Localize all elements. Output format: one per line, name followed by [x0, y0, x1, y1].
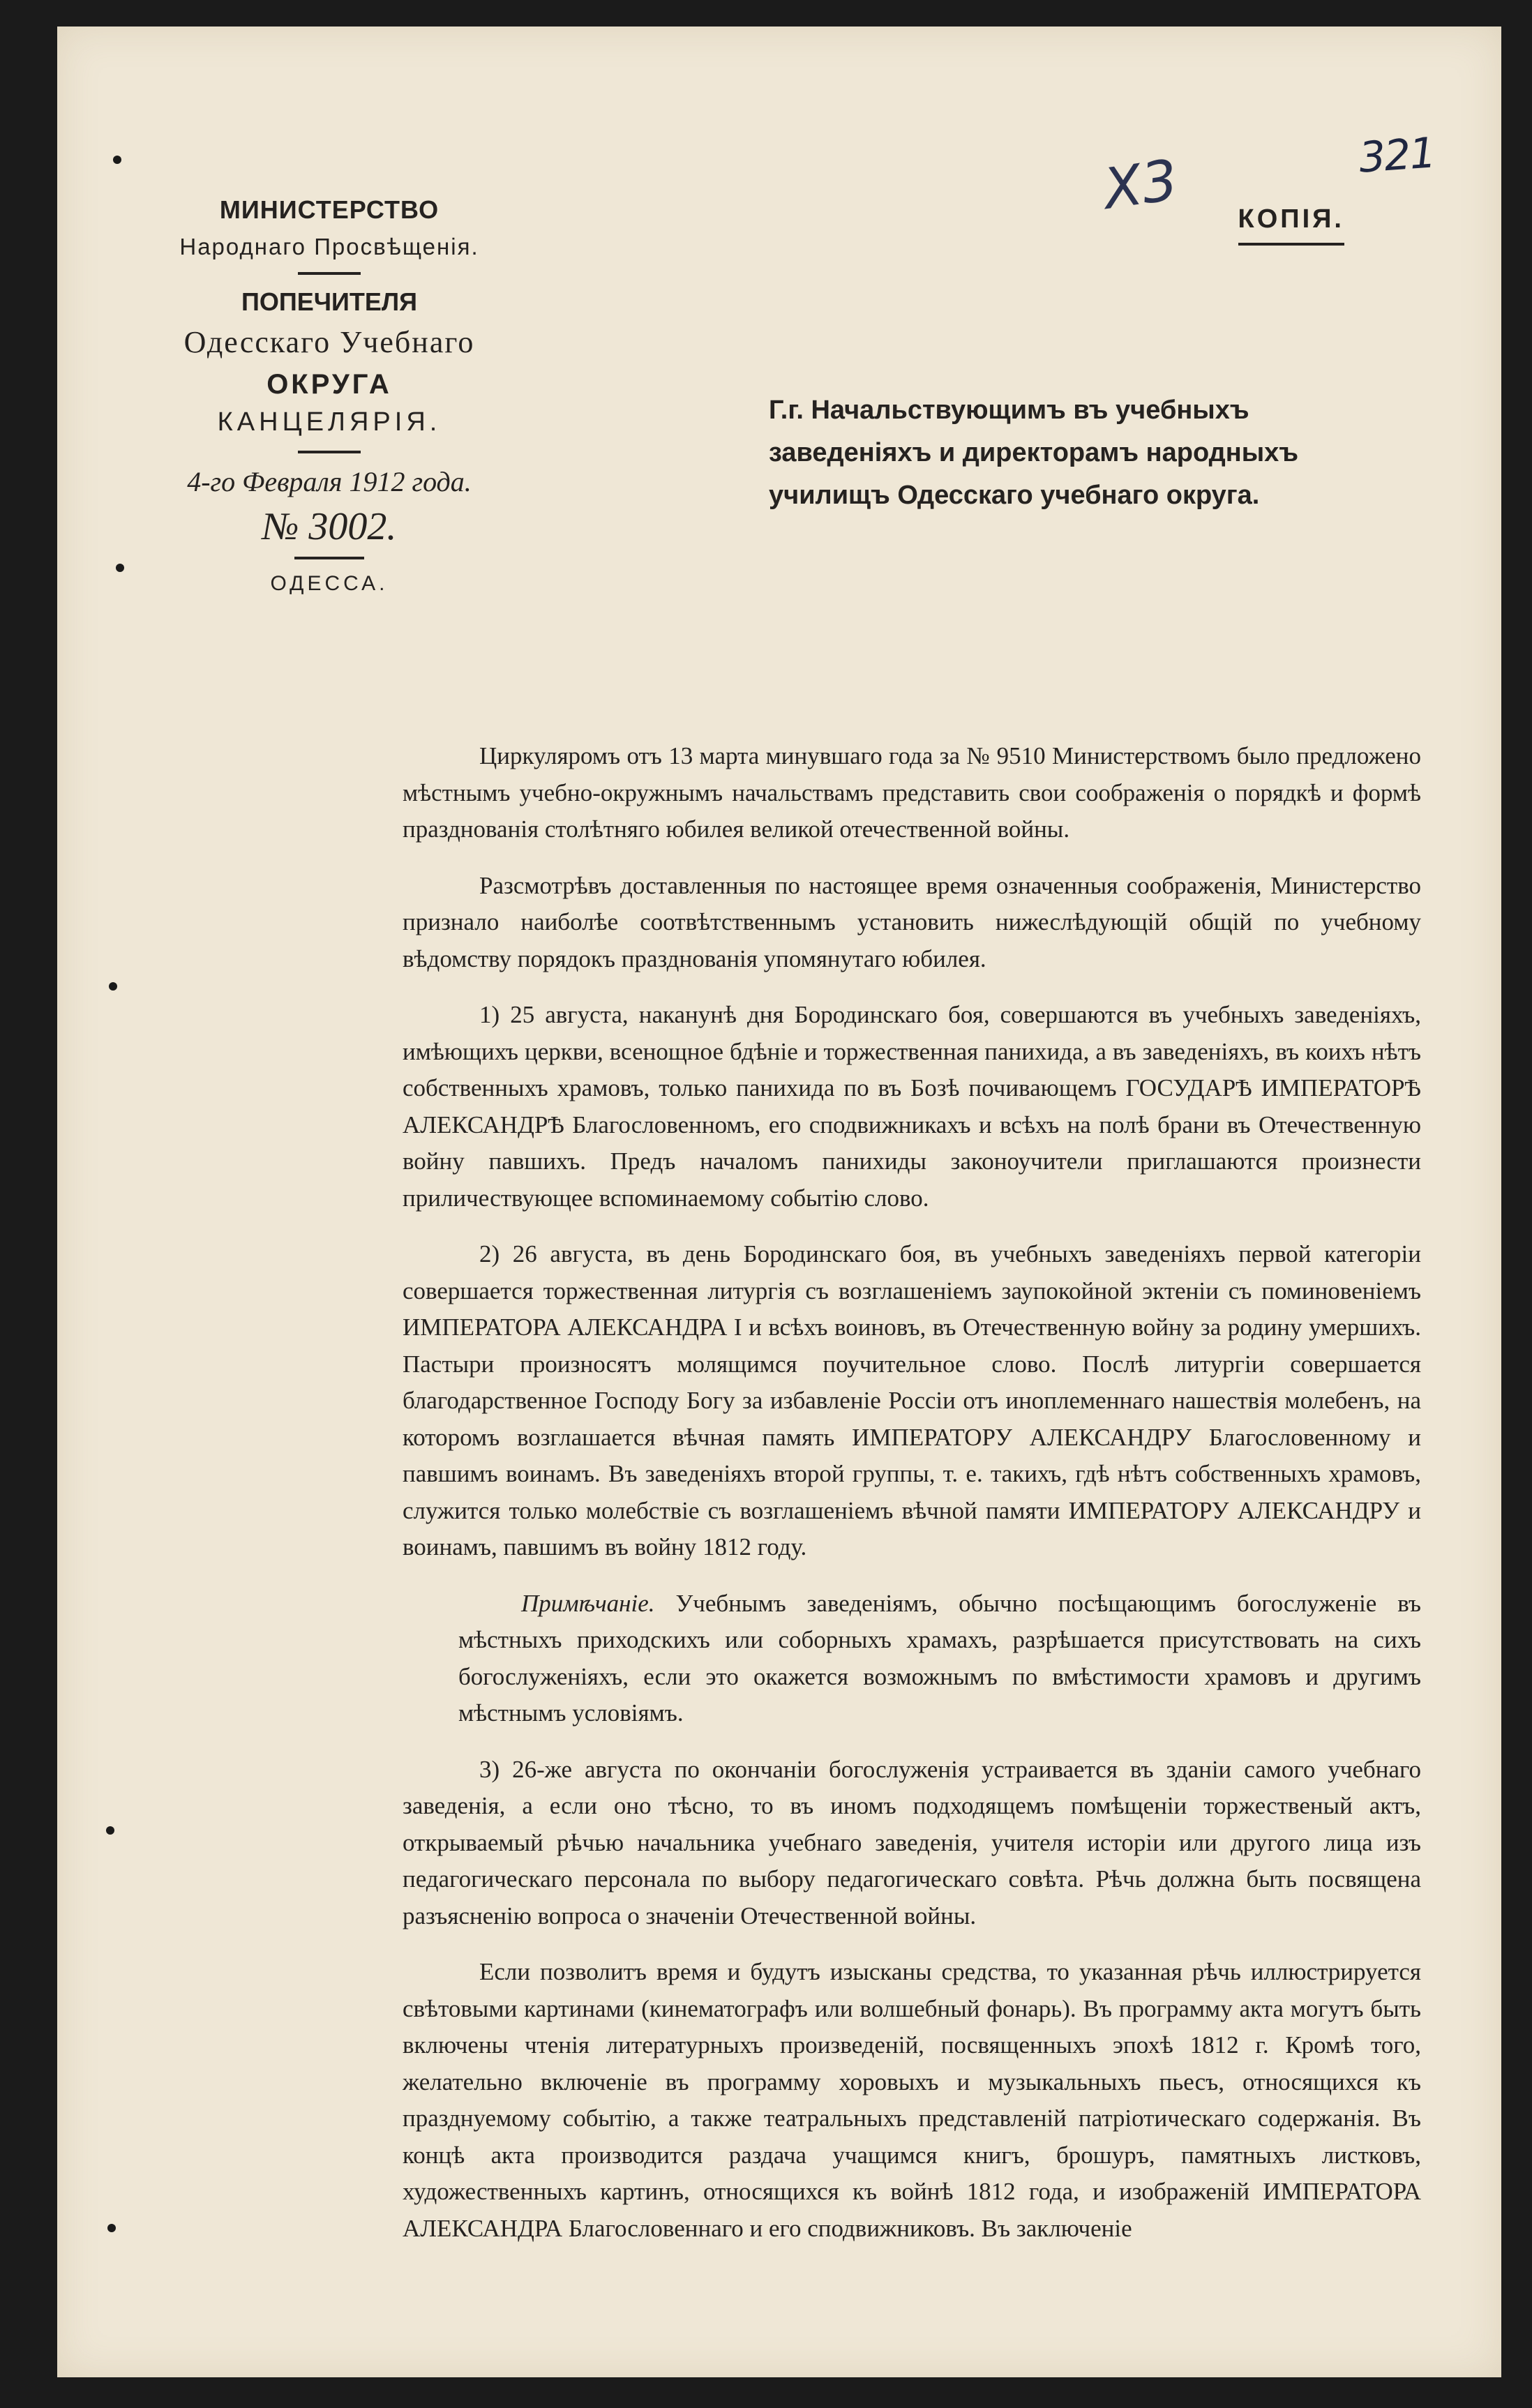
- paragraph: Разсмотрѣвъ доставленныя по настоящее время означенныя соображенія, Министерство признало наиболѣе соотвѣтственнымъ установить нижеслѣдующій общій по учебному вѣдомству порядокъ празднованія упомянутаго юбилея.: [403, 871, 1421, 972]
- binding-hole: [107, 2224, 116, 2232]
- copy-label: КОПІЯ.: [1238, 204, 1345, 246]
- ministry-title: МИНИСТЕРСТВО: [219, 195, 440, 224]
- letterhead: [155, 194, 504, 596]
- divider: [294, 557, 364, 559]
- paragraph: Если позволитъ время и будутъ изысканы средства, то указанная рѣчь иллюстрируется свѣтовыми картинами (кинематографъ или волшебный фонарь). Въ программу акта могутъ быть включены чтенія литературныхъ произведеній, посвященныхъ эпохѣ 1812 г. Кромѣ того, желательно включеніе въ программу хоровыхъ и музыкальныхъ пьесъ, относящихся къ празднуемому событію, а также театральныхъ представленій патріотическаго содержанія. Въ концѣ акта производится раздача учащимся книгъ, брошуръ, памятныхъ листковъ, художественныхъ картинъ, относящихся къ войнѣ 1812 года, и изображеній ИМПЕРАТОРА АЛЕКСАНДРА Благословеннаго и его сподвижниковъ. Въ заключеніе: [403, 1958, 1421, 2242]
- divider: [298, 272, 361, 275]
- binding-hole: [116, 564, 124, 572]
- binding-hole: [106, 1826, 114, 1835]
- paragraph: 3) 26-же августа по окончаніи богослуженія устраивается въ зданіи самого учебнаго заведенія, а если оно тѣсно, то въ иномъ подходящемъ помѣщеніи торжественый актъ, открываемый рѣчью начальника учебнаго заведенія, учителя исторіи или другого лица изъ педагогическаго персонала по выбору педагогическаго совѣта. Рѣчь должна быть посвящена разъясненію вопроса о значеніи Отечественной войны.: [403, 1755, 1421, 1929]
- document-number: № 3002.: [262, 504, 397, 548]
- addressee-block: Г.г. Начальствующимъ въ учебныхъ заведеніяхъ и директорамъ народныхъ училищъ Одесскаго учебнаго округа.: [769, 396, 1299, 510]
- divider: [298, 451, 361, 453]
- paragraph: 2) 26 августа, въ день Бородинскаго боя, въ учебныхъ заведеніяхъ первой категоріи совершается торжественная литургія съ возглашеніемъ заупокойной эктеніи съ поминовеніемъ ИМПЕРАТОРА АЛЕКСАНДРА I и всѣхъ воиновъ, въ Отечественную войну за родину умершихъ. Пастыри произносятъ молящимся поучительное слово. Послѣ литургіи совершается благодарственное Господу Богу за избавленіе Россіи отъ иноплеменнаго нашествія молебенъ, на которомъ возглашается вѣчная память ИМПЕРАТОРУ АЛЕКСАНДРУ Благословенному и павшимъ воинамъ. Въ заведеніяхъ второй группы, т. е. такихъ, гдѣ нѣтъ собственныхъ храмовъ, служится только молебствіе съ возглашеніемъ вѣчной памяти ИМПЕРАТОРУ АЛЕКСАНДРУ и воинамъ, павшимъ въ войну 1812 году.: [403, 1240, 1421, 1560]
- paragraph: 1) 25 августа, наканунѣ дня Бородинскаго боя, совершаются въ учебныхъ заведеніяхъ, имѣющихъ церкви, всенощное бдѣніе и торжественная панихида, а въ заведеніяхъ, въ коихъ нѣтъ собственныхъ храмовъ, только панихида по въ Бозѣ почивающемъ ГОСУДАРѢ ИМПЕРАТОРѢ АЛЕКСАНДРѢ Благословенномъ, его сподвижникахъ и всѣхъ на полѣ брани въ Отечественную войну павшихъ. Предъ началомъ панихиды законоучители приглашаются произнести приличествующее вспоминаемому событію слово.: [403, 1001, 1421, 1212]
- document-page: [57, 27, 1501, 2377]
- handwritten-mark: Х3: [1099, 147, 1182, 222]
- binding-hole: [113, 156, 121, 164]
- ministry-subtitle: Народнаго Просвѣщенія.: [179, 234, 479, 259]
- paragraph: Циркуляромъ отъ 13 марта минувшаго года за № 9510 Министерствомъ было предложено мѣстнымъ учебно-окружнымъ начальствамъ представить свои соображенія о порядкѣ и формѣ празднованія столѣтняго юбилея великой отечественной войны.: [403, 742, 1421, 843]
- note-paragraph: [458, 1586, 1421, 1732]
- district-title: ОКРУГА: [266, 369, 392, 400]
- note-text: Учебнымъ заведеніямъ, обычно посѣщающимъ богослуженіе въ мѣстныхъ приходскихъ или соборныхъ храмахъ, разрѣшается присутствовать на сихъ богослуженіяхъ, если это окажется возможнымъ по вмѣстимости храмовъ и другимъ мѣстнымъ условіямъ.: [458, 1589, 1422, 1726]
- office-title: КАНЦЕЛЯРІЯ.: [217, 407, 442, 437]
- archive-page-number: 321: [1358, 128, 1437, 183]
- city-name: ОДЕССА.: [270, 571, 389, 595]
- note-label: Примѣчаніе.: [521, 1589, 655, 1617]
- trustee-title: ПОПЕЧИТЕЛЯ: [241, 287, 418, 317]
- binding-hole: [109, 982, 117, 991]
- letter-body: [403, 738, 1421, 2266]
- document-date: 4-го Февраля 1912 года.: [187, 465, 472, 497]
- district-name: Одесскаго Учебнаго: [183, 325, 475, 360]
